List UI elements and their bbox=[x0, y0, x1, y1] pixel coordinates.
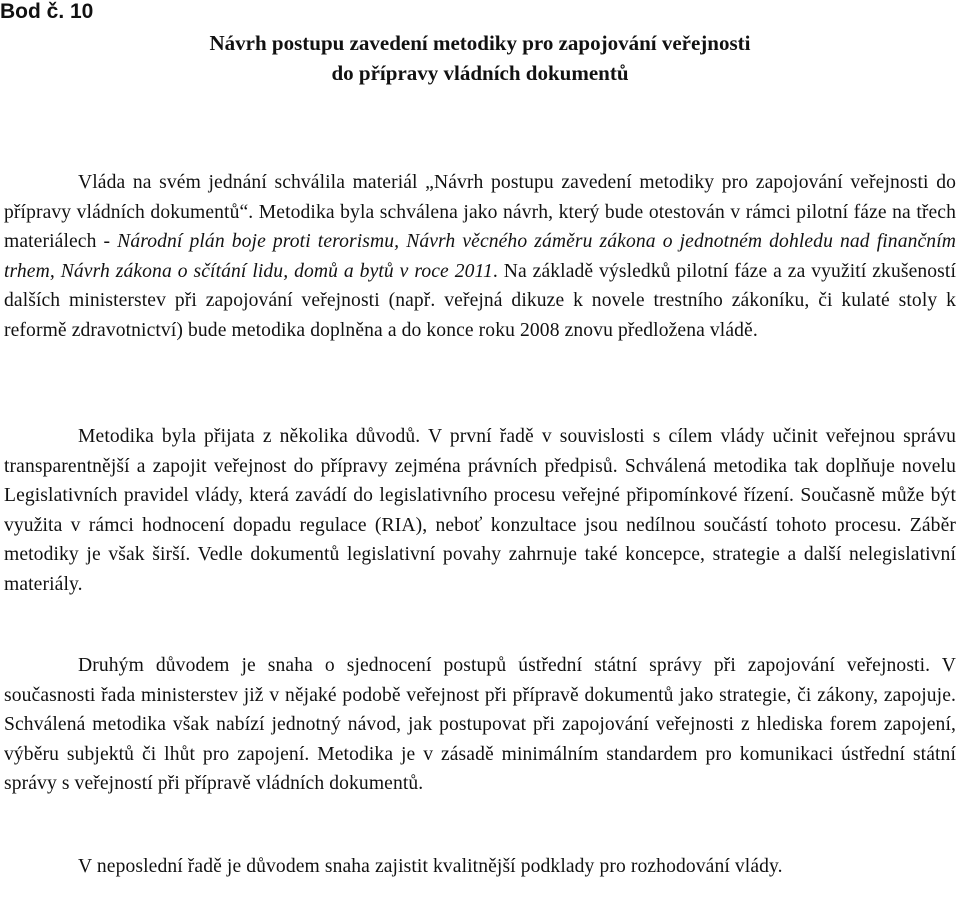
paragraph-approval bbox=[4, 168, 956, 345]
paragraph-last-reason: V neposlední řadě je důvodem snaha zajistit kvalitnější podklady pro rozhodování vlády. bbox=[78, 856, 783, 877]
paragraph-approval-text-b: . Na základě výsledků pilotní fáze a za využití zkušeností dalších ministerstev při zapojování veřejnosti (např. veřejná dikuze k novele trestního zákoníku, či kulaté stoly k reformě zdravotnictví) bude metodika doplněna a do konce roku 2008 znovu předložena vládě. bbox=[4, 260, 956, 341]
document-title-line-1: Návrh postupu zavedení metodiky pro zapojování veřejnosti bbox=[209, 31, 751, 55]
document-title-line-2: do přípravy vládních dokumentů bbox=[331, 61, 629, 85]
paragraph-first-reason: Metodika byla přijata z několika důvodů. V první řadě v souvislosti s cílem vlády učinit veřejnou správu transparentnější a zapojit veřejnost do přípravy zejména právních předpisů. Schválená metodika tak doplňuje novelu Legislativních pravidel vlády, která zavádí do legislativního procesu veřejné připomínkové řízení. Současně může být využita v rámci hodnocení dopadu regulace (RIA), neboť konzultace jsou nedílnou součástí tohoto procesu. Záběr metodiky je však širší. Vedle dokumentů legislativní povahy zahrnuje také koncepce, strategie a další nelegislativní materiály. bbox=[4, 426, 956, 595]
item-heading: Bod č. 10 bbox=[0, 0, 94, 23]
pilot-materials-list: Národní plán boje proti terorismu, Návrh věcného záměru zákona o jednotném dohledu nad finančním trhem, Návrh zákona o sčítání lidu, domů a bytů v roce 2011 bbox=[4, 231, 956, 282]
paragraph-second-reason: Druhým důvodem je snaha o sjednocení postupů ústřední státní správy při zapojování veřejnosti. V současnosti řada ministerstev již v nějaké podobě veřejnost při přípravě dokumentů jako strategie, či zákony, zapojuje. Schválená metodika však nabízí jednotný návod, jak postupovat při zapojování veřejnosti z hlediska forem zapojení, výběru subjektů či lhůt pro zapojení. Metodika je v zásadě minimálním standardem pro komunikaci ústřední státní správy s veřejností při přípravě vládních dokumentů. bbox=[4, 655, 956, 794]
paragraph-approval-text-a: Vláda na svém jednání schválila materiál „Návrh postupu zavedení metodiky pro zapojování veřejnosti do přípravy vládních dokumentů“. Metodika byla schválena jako návrh, který bude otestován v rámci pilotní fáze na třech materiálech - bbox=[4, 172, 956, 252]
